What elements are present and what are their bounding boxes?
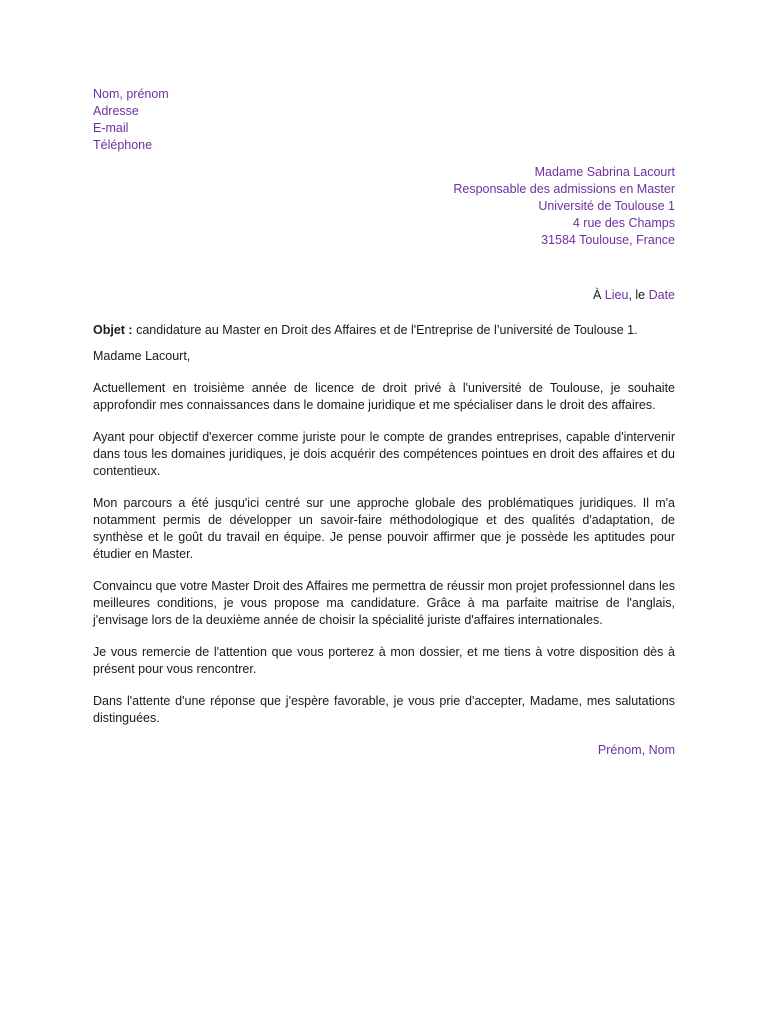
subject-line: [93, 322, 675, 339]
sender-name: Nom, prénom: [93, 87, 169, 101]
letter-body: [93, 86, 675, 759]
recipient-street: 4 rue des Champs: [572, 216, 675, 230]
salutation: Madame Lacourt,: [93, 349, 191, 363]
sender-phone: Téléphone: [93, 138, 153, 152]
sender-address: Adresse: [93, 104, 139, 118]
body-paragraph-5: Je vous remercie de l'attention que vous porterez à mon dossier, et me tiens à votre disposition dès à présent pour vous rencontrer.: [93, 645, 675, 676]
recipient-institution: Université de Toulouse 1: [538, 199, 675, 213]
place-placeholder: Lieu: [604, 288, 629, 302]
place-date-separator: , le: [628, 288, 649, 302]
subject-text: candidature au Master en Droit des Affaires et de l'Entreprise de l’université de Toulouse 1.: [132, 323, 638, 337]
subject-label: Objet :: [93, 323, 133, 337]
signature: Prénom, Nom: [597, 743, 675, 757]
place-date-line: [93, 287, 675, 304]
date-placeholder: Date: [648, 288, 675, 302]
body-paragraph-3: Mon parcours a été jusqu'ici centré sur une approche globale des problématiques juridiques. Il m'a notamment permis de développer un savoir-faire méthodologique et des qualités d'adaptation, de synthèse et le goût du travail en équipe. Je pense pouvoir affirmer que je possède les aptitudes pour étudier en Master.: [93, 496, 675, 561]
body-paragraph-1: Actuellement en troisième année de licence de droit privé à l'université de Toulouse, je souhaite approfondir mes connaissances dans le domaine juridique et me spécialiser dans le droit des affaires.: [93, 381, 675, 412]
body-paragraph-2: Ayant pour objectif d'exercer comme juriste pour le compte de grandes entreprises, capable d'intervenir dans tous les domaines juridiques, je dois acquérir des compétences pointues en droit des affaires et du contentieux.: [93, 430, 675, 478]
place-date-prefix: À: [592, 288, 605, 302]
body-paragraph-6: Dans l'attente d'une réponse que j'espère favorable, je vous prie d'accepter, Madame, mes salutations distinguées.: [93, 694, 675, 725]
body-paragraph-4: Convaincu que votre Master Droit des Affaires me permettra de réussir mon projet professionnel dans les meilleures conditions, je vous propose ma candidature. Grâce à ma parfaite maitrise de l'anglais, j'envisage lors de la deuxième année de choisir la spécialité juriste d'affaires internationales.: [93, 579, 675, 627]
recipient-city: 31584 Toulouse, France: [541, 233, 675, 247]
recipient-block: [93, 164, 675, 249]
recipient-title: Responsable des admissions en Master: [453, 182, 675, 196]
recipient-name: Madame Sabrina Lacourt: [534, 165, 675, 179]
sender-block: [93, 86, 675, 154]
sender-email: E-mail: [93, 121, 129, 135]
